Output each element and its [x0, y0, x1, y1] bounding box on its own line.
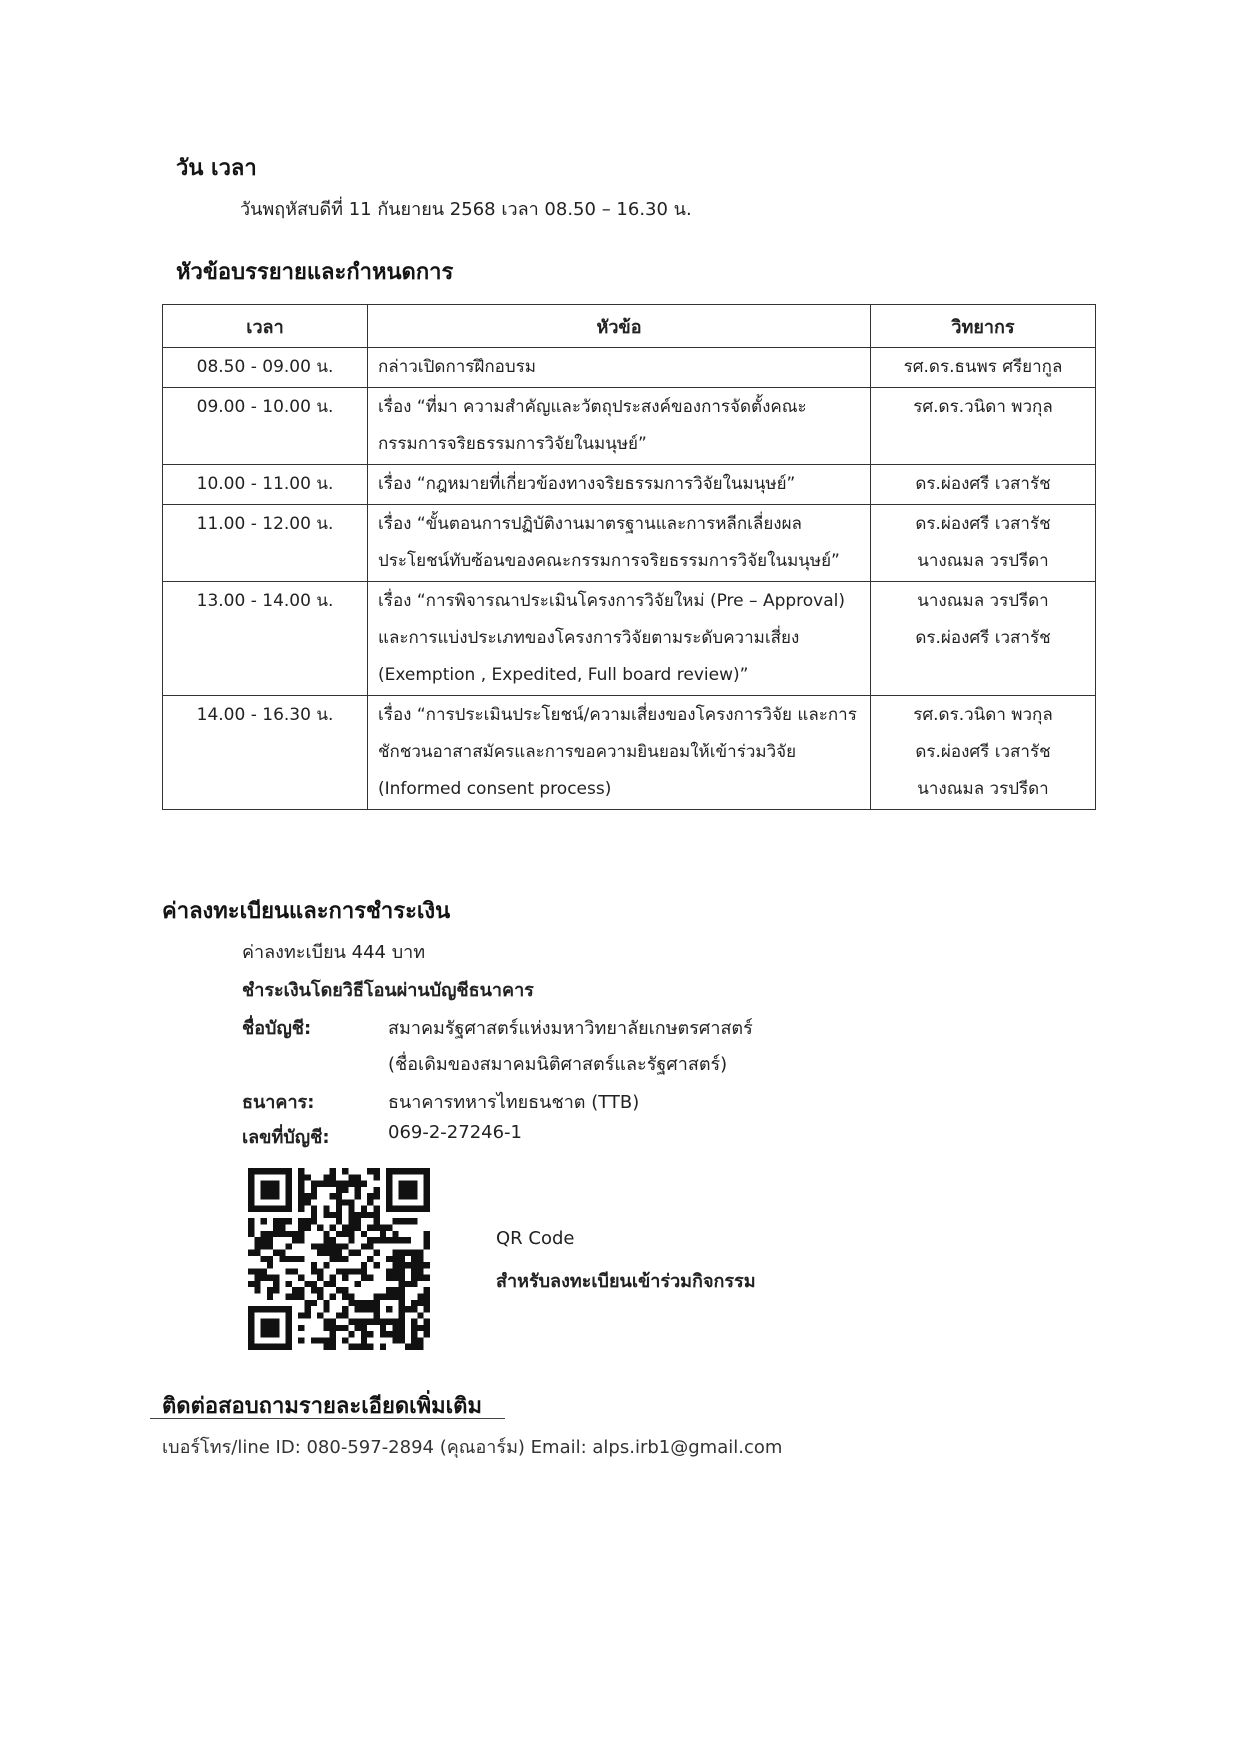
row-speakers — [871, 696, 1096, 810]
row-time: 11.00 - 12.00 น. — [163, 505, 368, 582]
table-row — [163, 388, 1096, 465]
speaker-name: ดร.ผ่องศรี เวสารัช — [915, 474, 1051, 494]
column-header-time: เวลา — [163, 305, 368, 348]
table-row — [163, 582, 1096, 696]
transfer-heading: ชำระเงินโดยวิธีโอนผ่านบัญชีธนาคาร — [242, 980, 534, 1001]
speaker-name: ดร.ผ่องศรี เวสารัช — [915, 628, 1051, 648]
row-speakers — [871, 582, 1096, 696]
account-name-note: (ชื่อเดิมของสมาคมนิติศาสตร์และรัฐศาสตร์) — [388, 1054, 728, 1075]
row-topic: เรื่อง “ขั้นตอนการปฏิบัติงานมาตรฐานและการหลีกเลี่ยงผลประโยชน์ทับซ้อนของคณะกรรมการจริยธรรมการวิจัยในมนุษย์” — [368, 505, 871, 582]
qr-caption-text: สำหรับลงทะเบียนเข้าร่วมกิจกรรม — [496, 1271, 756, 1292]
bank-name: ธนาคารทหารไทยธนชาต (TTB) — [388, 1092, 640, 1113]
speaker-name: นางณมล วรปรีดา — [917, 591, 1049, 611]
agenda-table — [162, 304, 1096, 810]
date-line: วันพฤหัสบดีที่ 11 กันยายน 2568 เวลา 08.50 – 16.30 น. — [240, 199, 692, 220]
contact-heading-underline — [150, 1418, 505, 1419]
row-time: 09.00 - 10.00 น. — [163, 388, 368, 465]
row-time: 08.50 - 09.00 น. — [163, 348, 368, 388]
registration-heading: ค่าลงทะเบียนและการชำระเงิน — [162, 899, 451, 924]
qr-caption-title: QR Code — [496, 1228, 575, 1249]
row-topic: เรื่อง “ที่มา ความสำคัญและวัตถุประสงค์ของการจัดตั้งคณะกรรมการจริยธรรมการวิจัยในมนุษย์” — [368, 388, 871, 465]
column-header-speaker: วิทยากร — [871, 305, 1096, 348]
account-number: 069-2-27246-1 — [388, 1122, 523, 1143]
speaker-name: รศ.ดร.ธนพร ศรียากูล — [903, 357, 1063, 377]
row-topic: เรื่อง “กฎหมายที่เกี่ยวข้องทางจริยธรรมการวิจัยในมนุษย์” — [368, 465, 871, 505]
table-row — [163, 505, 1096, 582]
speaker-name: นางณมล วรปรีดา — [917, 779, 1049, 799]
row-topic: เรื่อง “การประเมินประโยชน์/ความเสี่ยงของโครงการวิจัย และการชักชวนอาสาสมัครและการขอความยินยอมให้เข้าร่วมวิจัย (Informed consent process) — [368, 696, 871, 810]
row-speakers — [871, 465, 1096, 505]
speaker-name: ดร.ผ่องศรี เวสารัช — [915, 514, 1051, 534]
speaker-name: นางณมล วรปรีดา — [917, 551, 1049, 571]
bank-label: ธนาคาร: — [242, 1092, 315, 1113]
account-number-label: เลขที่บัญชี: — [242, 1127, 330, 1148]
fee-line: ค่าลงทะเบียน 444 บาท — [242, 942, 426, 963]
table-header-row — [163, 305, 1096, 348]
qr-code-icon[interactable] — [248, 1168, 430, 1350]
table-row — [163, 696, 1096, 810]
row-topic: กล่าวเปิดการฝึกอบรม — [368, 348, 871, 388]
row-time: 10.00 - 11.00 น. — [163, 465, 368, 505]
account-name: สมาคมรัฐศาสตร์แห่งมหาวิทยาลัยเกษตรศาสตร์ — [388, 1018, 753, 1039]
row-speakers — [871, 388, 1096, 465]
table-row — [163, 465, 1096, 505]
row-time: 13.00 - 14.00 น. — [163, 582, 368, 696]
agenda-heading: หัวข้อบรรยายและกำหนดการ — [176, 260, 454, 285]
schedule-heading: วัน เวลา — [176, 156, 257, 181]
column-header-topic: หัวข้อ — [368, 305, 871, 348]
table-row — [163, 348, 1096, 388]
contact-heading: ติดต่อสอบถามรายละเอียดเพิ่มเติม — [162, 1394, 482, 1419]
account-name-label: ชื่อบัญชี: — [242, 1018, 312, 1039]
speaker-name: ดร.ผ่องศรี เวสารัช — [915, 742, 1051, 762]
row-time: 14.00 - 16.30 น. — [163, 696, 368, 810]
row-topic: เรื่อง “การพิจารณาประเมินโครงการวิจัยใหม่ (Pre – Approval) และการแบ่งประเภทของโครงการวิจัยตามระดับความเสี่ยง (Exemption , Expedited, Full board review)” — [368, 582, 871, 696]
contact-line: เบอร์โทร/line ID: 080-597-2894 (คุณอาร์ม) Email: alps.irb1@gmail.com — [162, 1437, 783, 1458]
speaker-name: รศ.ดร.วนิดา พวกุล — [913, 397, 1053, 417]
speaker-name: รศ.ดร.วนิดา พวกุล — [913, 705, 1053, 725]
row-speakers — [871, 348, 1096, 388]
row-speakers — [871, 505, 1096, 582]
